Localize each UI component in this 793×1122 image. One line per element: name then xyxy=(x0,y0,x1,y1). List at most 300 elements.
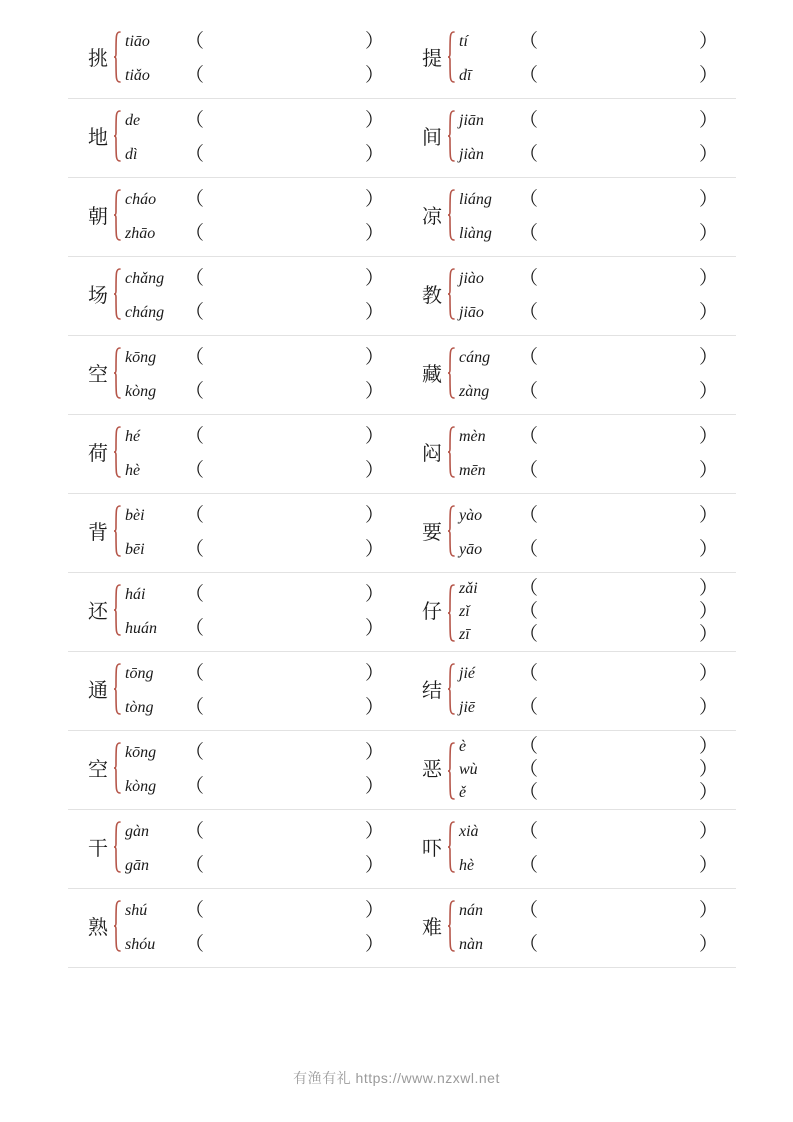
answer-blank[interactable] xyxy=(515,736,736,758)
paren-right: ） xyxy=(365,584,385,605)
table-cell-right xyxy=(402,99,736,178)
answer-blank[interactable] xyxy=(515,268,736,290)
answer-blank[interactable] xyxy=(181,821,402,843)
pinyin-label: shóu xyxy=(125,936,156,953)
paren-left: （ xyxy=(185,268,205,289)
hanzi-character: 还 xyxy=(88,601,108,623)
hanzi-character: 难 xyxy=(422,917,442,939)
brace-icon xyxy=(113,347,122,403)
pinyin-rows xyxy=(125,577,402,647)
paren-left: （ xyxy=(185,223,205,244)
answer-blank[interactable] xyxy=(515,65,736,87)
paren-left: （ xyxy=(185,110,205,131)
answer-blank[interactable] xyxy=(515,663,736,685)
paren-left: （ xyxy=(185,460,205,481)
hanzi-character: 结 xyxy=(422,680,442,702)
paren-right: ） xyxy=(365,31,385,52)
brace-icon xyxy=(447,268,456,324)
table-cell-left xyxy=(68,810,402,889)
polyphone-group xyxy=(68,178,402,256)
pinyin-rows xyxy=(125,340,402,410)
paren-left: （ xyxy=(519,347,539,368)
polyphone-group xyxy=(68,99,402,177)
answer-blank[interactable] xyxy=(181,381,402,403)
pinyin-rows xyxy=(459,498,736,568)
polyphone-group xyxy=(402,573,736,651)
hanzi-character: 干 xyxy=(88,838,108,860)
pinyin-row xyxy=(459,420,736,454)
answer-blank[interactable] xyxy=(181,460,402,482)
table-cell-left xyxy=(68,494,402,573)
paren-left: （ xyxy=(185,584,205,605)
answer-blank[interactable] xyxy=(515,821,736,843)
answer-blank[interactable] xyxy=(181,189,402,211)
table-row xyxy=(68,573,736,652)
paren-right: ） xyxy=(699,782,719,804)
pinyin-row xyxy=(459,262,736,296)
brace-icon xyxy=(447,584,456,640)
paren-left: （ xyxy=(519,65,539,86)
hanzi-character: 闷 xyxy=(422,443,442,465)
table-row xyxy=(68,99,736,178)
polyphone-group xyxy=(402,652,736,730)
brace-icon xyxy=(113,189,122,245)
pinyin-label: bēi xyxy=(125,541,145,558)
pinyin-label: kōng xyxy=(125,744,157,761)
pinyin-label: zàng xyxy=(459,383,490,400)
polyphone-group xyxy=(68,652,402,730)
polyphone-group xyxy=(68,336,402,414)
paren-right: ） xyxy=(699,31,719,52)
pinyin-row xyxy=(459,894,736,928)
paren-right: ） xyxy=(699,624,719,646)
hanzi-character: 空 xyxy=(88,759,108,781)
pinyin-row xyxy=(459,657,736,691)
pinyin-rows xyxy=(459,419,736,489)
hanzi-character: 通 xyxy=(88,680,108,702)
pinyin-label: huán xyxy=(125,620,157,637)
polyphone-group xyxy=(68,889,402,967)
table-cell-right xyxy=(402,494,736,573)
pinyin-rows xyxy=(125,498,402,568)
table-row xyxy=(68,810,736,889)
answer-blank[interactable] xyxy=(515,782,736,804)
pinyin-row xyxy=(125,217,402,251)
pinyin-row xyxy=(459,533,736,567)
paren-right: ） xyxy=(699,900,719,921)
pinyin-row xyxy=(459,849,736,883)
paren-right: ） xyxy=(699,426,719,447)
paren-right: ） xyxy=(365,697,385,718)
answer-blank[interactable] xyxy=(181,347,402,369)
hanzi-character: 凉 xyxy=(422,206,442,228)
paren-right: ） xyxy=(365,900,385,921)
polyphone-group xyxy=(68,810,402,888)
polyphone-group xyxy=(402,178,736,256)
brace-icon xyxy=(113,742,122,798)
table-cell-left xyxy=(68,652,402,731)
pinyin-row xyxy=(125,59,402,93)
pinyin-row xyxy=(459,928,736,962)
paren-left: （ xyxy=(519,302,539,323)
paren-left: （ xyxy=(185,618,205,639)
answer-blank[interactable] xyxy=(515,110,736,132)
paren-left: （ xyxy=(519,426,539,447)
paren-left: （ xyxy=(519,697,539,718)
hanzi-character: 背 xyxy=(88,522,108,544)
polyphone-group xyxy=(402,336,736,414)
pinyin-row xyxy=(459,577,736,600)
pinyin-row xyxy=(459,735,736,758)
answer-blank[interactable] xyxy=(181,31,402,53)
pinyin-label: cáng xyxy=(459,349,491,366)
brace-icon xyxy=(113,505,122,561)
brace-icon xyxy=(113,426,122,482)
hanzi-character: 场 xyxy=(88,285,108,307)
answer-blank[interactable] xyxy=(515,855,736,877)
pinyin-row xyxy=(125,104,402,138)
answer-blank[interactable] xyxy=(515,578,736,600)
paren-right: ） xyxy=(365,302,385,323)
brace-icon xyxy=(113,821,122,877)
paren-right: ） xyxy=(365,381,385,402)
hanzi-character: 朝 xyxy=(88,206,108,228)
answer-blank[interactable] xyxy=(181,223,402,245)
paren-right: ） xyxy=(699,347,719,368)
pinyin-label: tōng xyxy=(125,665,154,682)
answer-blank[interactable] xyxy=(515,759,736,781)
pinyin-row xyxy=(459,691,736,725)
table-cell-right xyxy=(402,652,736,731)
paren-right: ） xyxy=(365,663,385,684)
paren-left: （ xyxy=(519,855,539,876)
pinyin-label: kòng xyxy=(125,778,157,795)
paren-right: ） xyxy=(365,223,385,244)
answer-blank[interactable] xyxy=(181,302,402,324)
pinyin-row xyxy=(125,928,402,962)
pinyin-rows xyxy=(125,419,402,489)
answer-blank[interactable] xyxy=(515,31,736,53)
pinyin-row xyxy=(459,600,736,623)
pinyin-label: nàn xyxy=(459,936,483,953)
pinyin-label: cháo xyxy=(125,191,157,208)
table-cell-left xyxy=(68,336,402,415)
hanzi-character: 空 xyxy=(88,364,108,386)
paren-right: ） xyxy=(365,539,385,560)
pinyin-rows xyxy=(125,735,402,805)
pinyin-rows xyxy=(125,182,402,252)
paren-right: ） xyxy=(699,697,719,718)
paren-right: ） xyxy=(699,539,719,560)
paren-left: （ xyxy=(519,110,539,131)
pinyin-row xyxy=(125,770,402,804)
answer-blank[interactable] xyxy=(515,900,736,922)
paren-left: （ xyxy=(185,539,205,560)
pinyin-label: jiàn xyxy=(459,146,484,163)
table-row xyxy=(68,889,736,968)
answer-blank[interactable] xyxy=(181,268,402,290)
hanzi-character: 吓 xyxy=(422,838,442,860)
pinyin-rows xyxy=(459,814,736,884)
table-cell-right xyxy=(402,731,736,810)
pinyin-label: hái xyxy=(125,586,146,603)
answer-blank[interactable] xyxy=(515,189,736,211)
brace-icon xyxy=(113,900,122,956)
pinyin-row xyxy=(125,736,402,770)
paren-right: ） xyxy=(699,821,719,842)
hanzi-character: 提 xyxy=(422,48,442,70)
pinyin-rows xyxy=(459,182,736,252)
answer-blank[interactable] xyxy=(515,697,736,719)
answer-blank[interactable] xyxy=(181,144,402,166)
pinyin-row xyxy=(125,25,402,59)
pinyin-row xyxy=(459,59,736,93)
pinyin-label: de xyxy=(125,112,141,129)
table-cell-left xyxy=(68,20,402,99)
pinyin-rows xyxy=(459,340,736,410)
polyphone-group xyxy=(402,810,736,888)
table-row xyxy=(68,494,736,573)
pinyin-row xyxy=(459,104,736,138)
paren-left: （ xyxy=(185,900,205,921)
paren-right: ） xyxy=(699,735,719,757)
brace-icon xyxy=(113,110,122,166)
table-cell-left xyxy=(68,99,402,178)
table-cell-left xyxy=(68,889,402,968)
brace-icon xyxy=(447,900,456,956)
polyphone-group xyxy=(68,494,402,572)
brace-icon xyxy=(447,663,456,719)
answer-blank[interactable] xyxy=(181,934,402,956)
brace-icon xyxy=(447,189,456,245)
paren-left: （ xyxy=(519,31,539,52)
paren-left: （ xyxy=(185,31,205,52)
answer-blank[interactable] xyxy=(515,223,736,245)
paren-left: （ xyxy=(185,381,205,402)
pinyin-row xyxy=(459,815,736,849)
paren-right: ） xyxy=(365,505,385,526)
pinyin-label: yào xyxy=(459,507,483,524)
pinyin-row xyxy=(125,420,402,454)
paren-left: （ xyxy=(185,697,205,718)
pinyin-rows xyxy=(459,261,736,331)
pinyin-row xyxy=(125,375,402,409)
paren-left: （ xyxy=(519,223,539,244)
pinyin-rows xyxy=(459,24,736,94)
paren-right: ） xyxy=(365,934,385,955)
table-cell-left xyxy=(68,178,402,257)
brace-icon xyxy=(447,110,456,166)
hanzi-character: 熟 xyxy=(88,917,108,939)
pinyin-label: chǎng xyxy=(125,270,165,287)
pinyin-label: gān xyxy=(125,857,149,874)
table-cell-right xyxy=(402,336,736,415)
pinyin-row xyxy=(125,612,402,646)
answer-blank[interactable] xyxy=(181,855,402,877)
table-row xyxy=(68,257,736,336)
paren-right: ） xyxy=(365,460,385,481)
pinyin-row xyxy=(125,657,402,691)
pinyin-label: jié xyxy=(459,665,475,682)
table-cell-right xyxy=(402,20,736,99)
paren-right: ） xyxy=(699,577,719,599)
hanzi-character: 仔 xyxy=(422,601,442,623)
answer-blank[interactable] xyxy=(515,381,736,403)
polyphone-group xyxy=(402,889,736,967)
brace-icon xyxy=(447,742,456,798)
pinyin-row xyxy=(459,782,736,805)
pinyin-row xyxy=(125,296,402,330)
pinyin-label: zǐ xyxy=(459,602,470,620)
pinyin-row xyxy=(459,296,736,330)
answer-blank[interactable] xyxy=(181,697,402,719)
brace-icon xyxy=(447,821,456,877)
answer-blank[interactable] xyxy=(515,934,736,956)
paren-left: （ xyxy=(519,144,539,165)
table-body xyxy=(68,20,736,968)
paren-left: （ xyxy=(519,381,539,402)
table-row xyxy=(68,415,736,494)
brace-icon xyxy=(113,663,122,719)
paren-right: ） xyxy=(365,347,385,368)
paren-right: ） xyxy=(699,600,719,622)
pinyin-label: liàng xyxy=(459,225,492,242)
answer-blank[interactable] xyxy=(515,347,736,369)
answer-blank[interactable] xyxy=(515,505,736,527)
table-cell-right xyxy=(402,573,736,652)
paren-right: ） xyxy=(699,189,719,210)
polyphone-group xyxy=(402,20,736,98)
answer-blank[interactable] xyxy=(515,144,736,166)
paren-left: （ xyxy=(185,505,205,526)
polyphone-group xyxy=(402,99,736,177)
answer-blank[interactable] xyxy=(181,65,402,87)
pinyin-row xyxy=(125,533,402,567)
brace-icon xyxy=(113,268,122,324)
pinyin-row xyxy=(125,815,402,849)
polyphone-table xyxy=(68,20,736,968)
answer-blank[interactable] xyxy=(181,110,402,132)
paren-right: ） xyxy=(699,855,719,876)
paren-left: （ xyxy=(185,347,205,368)
hanzi-character: 荷 xyxy=(88,443,108,465)
hanzi-character: 教 xyxy=(422,285,442,307)
paren-left: （ xyxy=(519,782,539,804)
pinyin-label: jiāo xyxy=(459,304,484,321)
paren-right: ） xyxy=(699,144,719,165)
brace-icon xyxy=(447,426,456,482)
paren-right: ） xyxy=(365,776,385,797)
pinyin-rows xyxy=(459,893,736,963)
paren-left: （ xyxy=(185,189,205,210)
paren-right: ） xyxy=(699,758,719,780)
paren-left: （ xyxy=(519,268,539,289)
table-cell-left xyxy=(68,573,402,652)
pinyin-label: tiāo xyxy=(125,33,150,50)
paren-left: （ xyxy=(185,821,205,842)
hanzi-character: 挑 xyxy=(88,48,108,70)
answer-blank[interactable] xyxy=(181,742,402,764)
table-cell-right xyxy=(402,257,736,336)
answer-blank[interactable] xyxy=(515,460,736,482)
paren-left: （ xyxy=(519,735,539,757)
paren-right: ） xyxy=(365,426,385,447)
pinyin-row xyxy=(459,624,736,647)
pinyin-label: ě xyxy=(459,784,467,802)
paren-left: （ xyxy=(519,577,539,599)
table-cell-left xyxy=(68,731,402,810)
pinyin-label: kōng xyxy=(125,349,157,366)
pinyin-row xyxy=(459,183,736,217)
pinyin-label: zǎi xyxy=(459,579,478,597)
answer-blank[interactable] xyxy=(181,584,402,606)
table-cell-right xyxy=(402,178,736,257)
answer-blank[interactable] xyxy=(181,900,402,922)
brace-icon xyxy=(447,347,456,403)
pinyin-label: zī xyxy=(459,626,470,644)
paren-left: （ xyxy=(185,302,205,323)
answer-blank[interactable] xyxy=(181,426,402,448)
pinyin-row xyxy=(125,262,402,296)
pinyin-row xyxy=(125,341,402,375)
answer-blank[interactable] xyxy=(515,426,736,448)
pinyin-row xyxy=(125,849,402,883)
answer-blank[interactable] xyxy=(515,601,736,623)
paren-left: （ xyxy=(519,663,539,684)
pinyin-label: mēn xyxy=(459,462,486,479)
pinyin-label: bèi xyxy=(125,507,145,524)
paren-right: ） xyxy=(365,268,385,289)
table-cell-right xyxy=(402,810,736,889)
paren-right: ） xyxy=(699,460,719,481)
answer-blank[interactable] xyxy=(181,539,402,561)
pinyin-label: jiē xyxy=(459,699,475,716)
paren-left: （ xyxy=(185,663,205,684)
pinyin-row xyxy=(125,138,402,172)
answer-blank[interactable] xyxy=(181,618,402,640)
table-cell-right xyxy=(402,415,736,494)
answer-blank[interactable] xyxy=(515,539,736,561)
pinyin-label: hè xyxy=(459,857,475,874)
table-row xyxy=(68,178,736,257)
pinyin-label: nán xyxy=(459,902,483,919)
paren-right: ） xyxy=(699,505,719,526)
pinyin-rows xyxy=(125,656,402,726)
pinyin-row xyxy=(125,894,402,928)
answer-blank[interactable] xyxy=(515,624,736,646)
pinyin-rows xyxy=(459,735,736,805)
footer-watermark: 有渔有礼 https://www.nzxwl.net xyxy=(293,1070,500,1086)
table-cell-left xyxy=(68,415,402,494)
hanzi-character: 藏 xyxy=(422,364,442,386)
answer-blank[interactable] xyxy=(515,302,736,324)
paren-left: （ xyxy=(185,426,205,447)
pinyin-row xyxy=(459,25,736,59)
pinyin-label: xià xyxy=(459,823,479,840)
answer-blank[interactable] xyxy=(181,505,402,527)
pinyin-label: wù xyxy=(459,760,478,778)
hanzi-character: 要 xyxy=(422,522,442,544)
paren-left: （ xyxy=(519,539,539,560)
brace-icon xyxy=(113,31,122,87)
answer-blank[interactable] xyxy=(181,776,402,798)
polyphone-group xyxy=(402,494,736,572)
paren-left: （ xyxy=(519,624,539,646)
paren-left: （ xyxy=(185,776,205,797)
pinyin-row xyxy=(125,578,402,612)
answer-blank[interactable] xyxy=(181,663,402,685)
pinyin-label: mèn xyxy=(459,428,486,445)
